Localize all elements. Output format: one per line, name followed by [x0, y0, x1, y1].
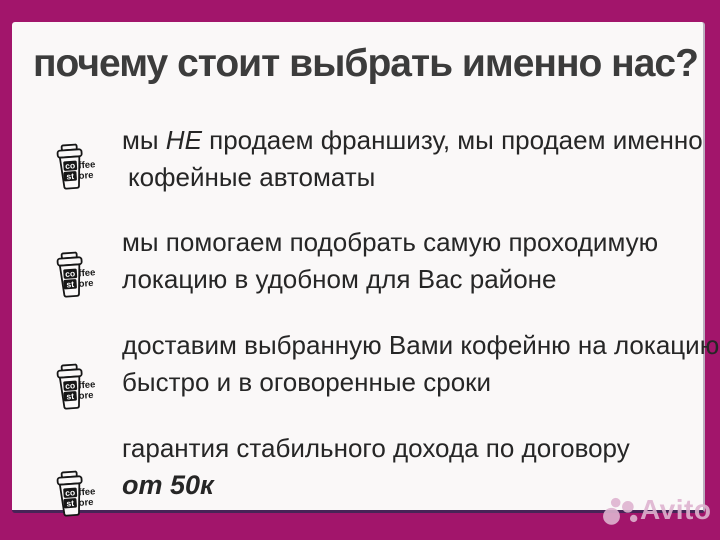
line-segment: доставим выбранную Вами кофейню на локацию	[122, 330, 720, 360]
benefit-line-1	[122, 327, 720, 364]
logo-cup-top-text: co	[64, 268, 76, 280]
coffee-store-logo-icon	[46, 141, 107, 191]
benefit-text	[122, 224, 682, 298]
logo-right-bottom-text: ore	[78, 169, 94, 182]
emphasized-word: НЕ	[165, 125, 202, 155]
line-segment: продаем франшизу, мы продаем именно	[201, 125, 703, 155]
coffee-store-logo-icon	[46, 361, 107, 411]
content-panel	[12, 22, 720, 513]
logo-cup-top-text: co	[64, 487, 76, 499]
benefit-line-2	[128, 159, 682, 196]
benefit-line-1	[122, 224, 682, 261]
logo-cup-bottom-text: st	[66, 278, 75, 290]
logo-right-top-text: ffee	[78, 159, 96, 172]
line-segment: мы помогаем подобрать самую проходимую	[122, 227, 659, 257]
watermark-text: Avito	[640, 494, 712, 525]
line-segment: мы	[122, 125, 166, 155]
logo-cup-bottom-text: st	[66, 170, 75, 182]
line-segment-strong: от 50к	[122, 470, 214, 500]
benefit-line-2	[122, 364, 682, 401]
benefit-line-2	[122, 467, 682, 504]
benefit-line-1	[122, 122, 703, 159]
benefit-text	[122, 430, 682, 504]
page-title: почему стоит выбрать именно нас?	[33, 42, 698, 85]
line-segment: быстро и в оговоренные сроки	[122, 367, 492, 397]
line-segment: кофейные автоматы	[128, 162, 376, 192]
logo-cup-top-text: co	[64, 380, 76, 392]
logo-right-top-text: ffee	[78, 379, 96, 392]
logo-cup-top-text: co	[64, 160, 76, 172]
logo-right-bottom-text: ore	[78, 277, 94, 290]
avito-watermark	[602, 492, 711, 528]
benefit-text	[122, 327, 720, 401]
coffee-store-logo-icon	[46, 468, 107, 518]
line-segment: локацию в удобном для Вас районе	[122, 264, 557, 294]
logo-right-top-text: ffee	[78, 267, 96, 280]
coffee-store-logo-icon	[46, 249, 107, 299]
logo-right-bottom-text: ore	[78, 496, 94, 509]
benefit-line-2	[122, 261, 682, 298]
logo-cup-bottom-text: st	[66, 497, 75, 509]
line-segment: гарантия стабильного дохода по договору	[122, 433, 630, 463]
benefit-line-1	[122, 430, 682, 467]
logo-right-top-text: ffee	[78, 486, 96, 499]
logo-cup-bottom-text: st	[66, 390, 75, 402]
benefit-text	[122, 122, 703, 196]
logo-right-bottom-text: ore	[78, 389, 94, 402]
avito-logo-icon	[602, 492, 640, 528]
